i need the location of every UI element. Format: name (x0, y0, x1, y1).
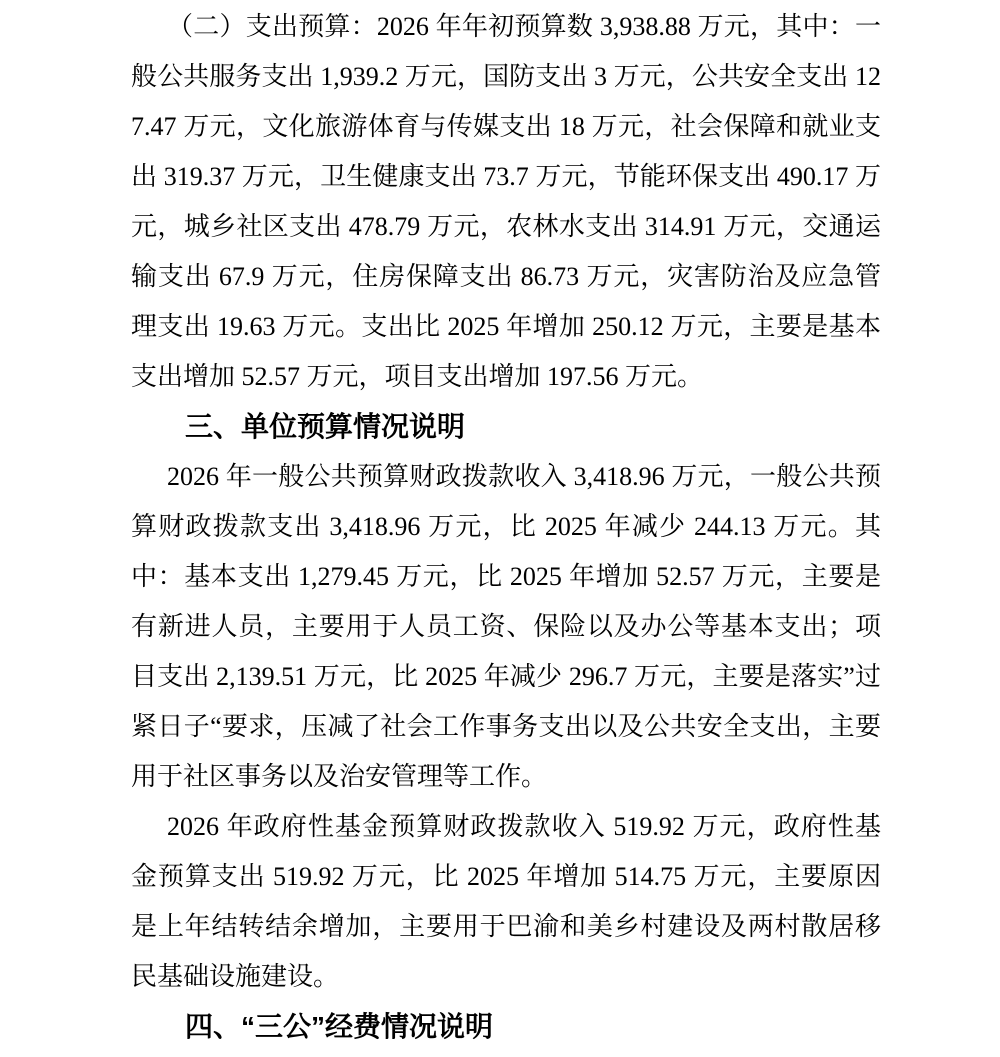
heading-three-public-expenses: 四、“三公”经费情况说明 (185, 1011, 494, 1042)
paragraph-expenditure-budget: （二）支出预算：2026 年年初预算数 3,938.88 万元，其中：一般公共服务支出 1,939.2 万元，国防支出 3 万元，公共安全支出 127.47 万元，文化旅游体育与传媒支出 18 万元，社会保障和就业支出 319.37 万元，卫生健康支出 73.7 万元，节能环保支出 490.17 万元，城乡社区支出 478.79 万元，农林水支出 314.91 万元，交通运输支出 67.9 万元，住房保障支出 86.73 万元，灾害防治及应急管理支出 19.63 万元。支出比 2025 年增加 250.12 万元，主要是基本支出增加 52.57 万元，项目支出增加 197.56 万元。 (131, 12, 881, 391)
heading-unit-budget-explanation: 三、单位预算情况说明 (185, 411, 466, 442)
paragraph-general-public-budget: 2026 年一般公共预算财政拨款收入 3,418.96 万元，一般公共预算财政拨款支出 3,418.96 万元，比 2025 年减少 244.13 万元。其中：基本支出 1,279.45 万元，比 2025 年增加 52.57 万元，主要是有新进人员，主要用于人员工资、保险以及办公等基本支出；项目支出 2,139.51 万元，比 2025 年减少 296.7 万元，主要是落实”过紧日子“要求，压减了社会工作事务支出以及公共安全支出，主要用于社区事务以及治安管理等工作。 (131, 462, 881, 791)
paragraph-government-fund-budget: 2026 年政府性基金预算财政拨款收入 519.92 万元，政府性基金预算支出 519.92 万元，比 2025 年增加 514.75 万元，主要原因是上年结转结余增加，主要用于巴渝和美乡村建设及两村散居移民基础设施建设。 (131, 812, 881, 991)
